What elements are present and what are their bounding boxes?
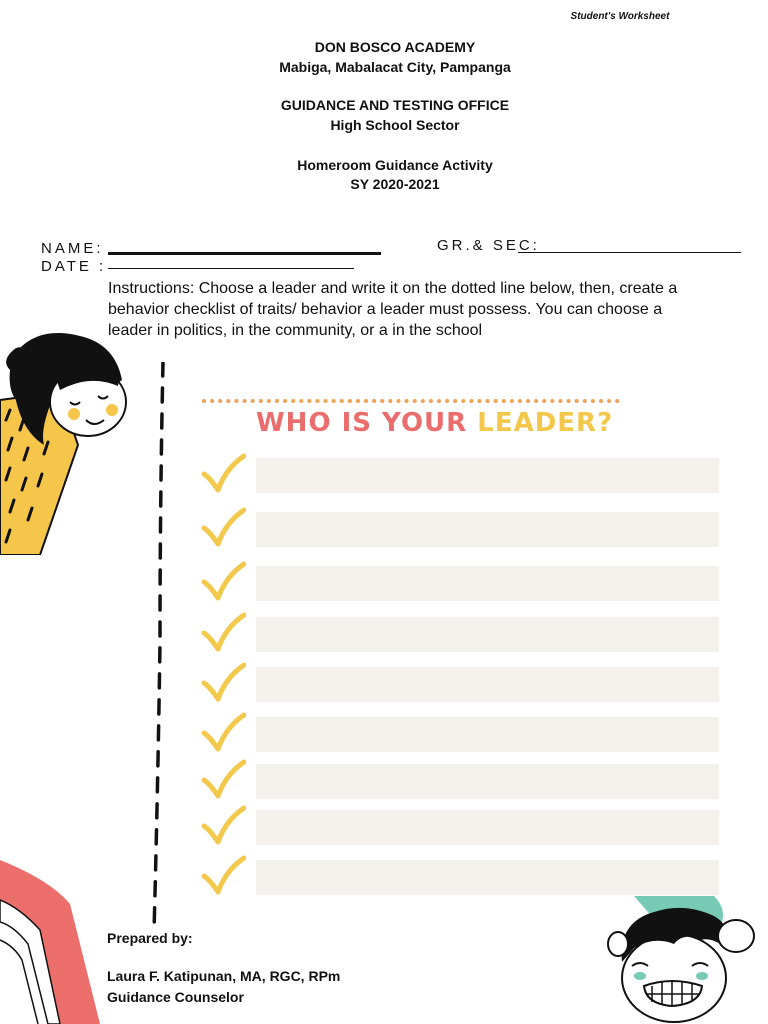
instructions: Instructions: Choose a leader and write it on the dotted line below, then, create a behavior checklist of traits/ behavior a leader must possess. You can choose a leader in politics, in the community, or a in the school — [108, 280, 678, 339]
checklist-row[interactable] — [256, 512, 719, 547]
grade-section-field[interactable] — [518, 252, 741, 253]
preparer-name: Laura F. Katipunan, MA, RGC, RPm — [107, 968, 341, 984]
check-icon — [200, 661, 246, 705]
activity-title — [256, 408, 613, 438]
school-year: SY 2020-2021 — [350, 176, 440, 192]
check-icon — [200, 804, 246, 848]
preparer-position: Guidance Counselor — [107, 989, 244, 1005]
boy-illustration — [604, 892, 768, 1024]
checklist-row[interactable] — [256, 764, 719, 799]
girl-illustration — [0, 330, 135, 555]
dotted-line — [200, 396, 624, 406]
sector-name: High School Sector — [330, 117, 460, 133]
checklist-row[interactable] — [256, 458, 719, 493]
checklist-row[interactable] — [256, 617, 719, 652]
activity-name: Homeroom Guidance Activity — [297, 157, 493, 173]
date-field[interactable] — [108, 268, 354, 269]
title-part-1: WHO IS YOUR — [256, 408, 468, 438]
name-field[interactable] — [108, 252, 381, 255]
grade-section-label: GR.& SEC: — [437, 237, 540, 254]
check-icon — [200, 560, 246, 604]
check-icon — [200, 711, 246, 755]
check-icon — [200, 506, 246, 550]
prepared-by-label: Prepared by: — [107, 930, 193, 946]
date-label: DATE : — [41, 258, 107, 275]
worksheet-tag: Student's Worksheet — [570, 11, 670, 22]
checklist-row[interactable] — [256, 667, 719, 702]
check-icon — [200, 758, 246, 802]
check-icon — [200, 452, 246, 496]
checklist-row[interactable] — [256, 566, 719, 601]
office-name: GUIDANCE AND TESTING OFFICE — [280, 97, 510, 113]
checklist-row[interactable] — [256, 717, 719, 752]
checklist-row[interactable] — [256, 810, 719, 845]
name-label: NAME: — [41, 240, 104, 257]
school-name: DON BOSCO ACADEMY — [314, 39, 476, 55]
check-icon — [200, 854, 246, 898]
vertical-dashed-divider — [148, 362, 168, 934]
decorative-shape — [0, 860, 110, 1024]
check-icon — [200, 611, 246, 655]
checklist-row[interactable] — [256, 860, 719, 895]
school-address: Mabiga, Mabalacat City, Pampanga — [279, 59, 511, 75]
title-part-2: LEADER? — [477, 408, 614, 438]
